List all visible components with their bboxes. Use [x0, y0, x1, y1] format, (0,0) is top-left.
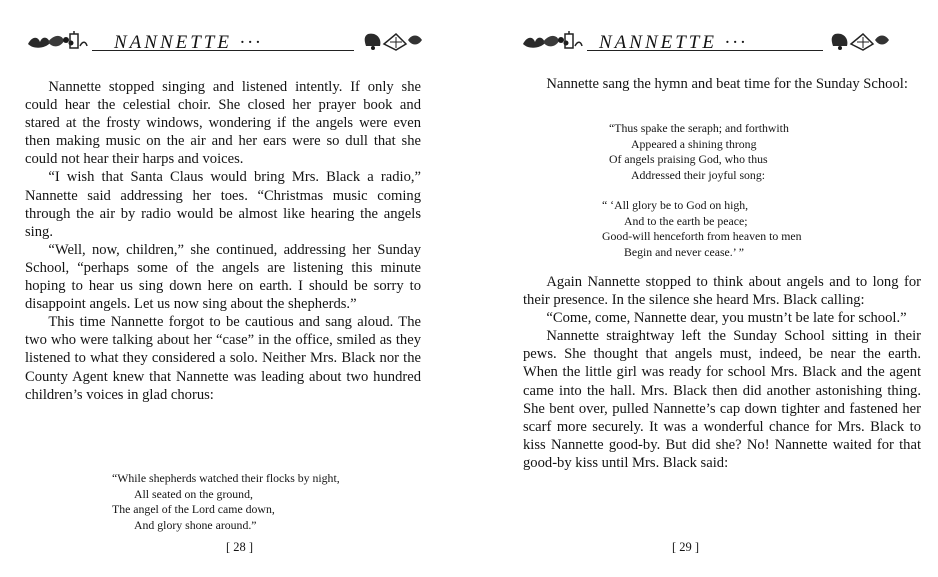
- bell-ornament-icon: [362, 30, 424, 52]
- right-body-text: [523, 273, 921, 472]
- verse-line: “ ‘All glory be to God on high,: [602, 198, 749, 212]
- page-number: [ 29 ]: [671, 540, 700, 554]
- running-title: NANNETTE ···: [599, 32, 748, 53]
- holly-ornament-icon: [26, 30, 88, 52]
- running-title: NANNETTE ···: [114, 32, 263, 53]
- paragraph: “Come, come, Nannette dear, you mustn’t be late for school.”: [546, 310, 907, 327]
- paragraph: Again Nannette stopped to think about angels and to long for their presence. In the silence she heard Mrs. Black calling:: [523, 274, 921, 309]
- hymn-verse: [112, 471, 340, 533]
- header-rule: [92, 50, 354, 51]
- verse-line: Good-will henceforth from heaven to men: [602, 229, 802, 244]
- verse-line: And glory shone around.”: [134, 517, 257, 532]
- verse-line: Appeared a shining throng: [631, 136, 757, 151]
- header-rule: [587, 50, 823, 51]
- verse-line: All seated on the ground,: [134, 486, 253, 501]
- paragraph: “Well, now, children,” she continued, addressing her Sunday School, “perhaps some of the angels are listening this minute hoping to hear us sing down here on earth. I should be sorry to disappoint angels. Let us now sing about the shepherds.”: [25, 241, 421, 313]
- holly-ornament-icon: [521, 30, 583, 52]
- paragraph: Nannette sang the hymn and beat time for the Sunday School:: [546, 76, 908, 92]
- verse-line: Of angels praising God, who thus: [609, 152, 768, 167]
- bell-ornament-icon: [829, 30, 891, 52]
- right-page: [469, 0, 938, 577]
- verse-line: Addressed their joyful song:: [631, 167, 766, 182]
- paragraph: Nannette stopped singing and listened intently. If only she could hear the celestial choir. She closed her prayer book and stared at the frosty windows, wondering if the angels were even then making music on the air and her ears were so dull that she could not hear their harps and voices.: [25, 79, 421, 168]
- paragraph: “I wish that Santa Claus would bring Mrs. Black a radio,” Nannette said addressing her toes. “Christmas music coming through the air by radio would be almost like hearing the angels sing.: [25, 169, 421, 240]
- hymn-verse: [609, 121, 789, 183]
- page-number: [ 28 ]: [225, 540, 254, 554]
- left-body-text: [25, 78, 421, 404]
- verse-line: “Thus spake the seraph; and forthwith: [609, 121, 789, 135]
- hymn-verse: [602, 198, 802, 260]
- verse-line: “While shepherds watched their flocks by night,: [112, 471, 340, 485]
- verse-line: Begin and never cease.’ ”: [624, 244, 744, 259]
- verse-line: The angel of the Lord came down,: [112, 502, 275, 517]
- verse-line: And to the earth be peace;: [624, 213, 748, 228]
- running-header: [26, 30, 424, 56]
- running-header: [521, 30, 891, 56]
- paragraph: This time Nannette forgot to be cautious and sang aloud. The two who were talking about her “case” in the office, smiled as they listened to what they considered a solo. Neither Mrs. Black nor the County Agent knew that Nannette was leading about two hundred children’s voices in glad chorus:: [25, 314, 421, 403]
- paragraph: Nannette straightway left the Sunday School sitting in their pews. She thought that angels must, indeed, be near the earth. When the little girl was ready for school Mrs. Black and the agent came into the hall. Mrs. Black then did another astonishing thing. She bent over, pulled Nannette’s cap down tighter and fastened her scarf more securely. It was a wonderful chance for Mrs. Black to kiss Nannette good-by. But did she? No! Nannette waited for that good-by kiss until Mrs. Black said:: [523, 328, 921, 471]
- right-intro-text: [523, 75, 921, 93]
